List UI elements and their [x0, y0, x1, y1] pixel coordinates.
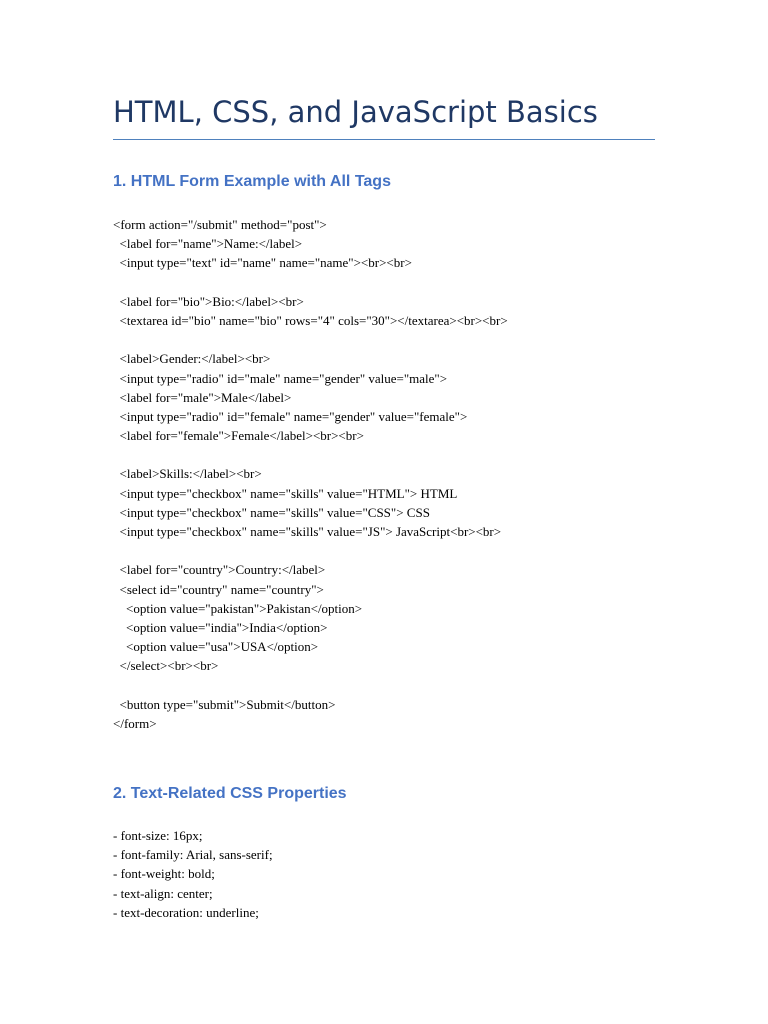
code-line: <input type="radio" id="female" name="gender" value="female">: [113, 408, 468, 424]
section-heading-html-form: 1. HTML Form Example with All Tags: [113, 173, 391, 190]
code-line: </form>: [113, 715, 157, 731]
section-heading-css-properties: 2. Text-Related CSS Properties: [113, 785, 347, 802]
code-line: [113, 541, 508, 560]
code-line: [113, 445, 508, 464]
document-title: HTML, CSS, and JavaScript Basics: [113, 95, 598, 129]
code-line: <option value="india">India</option>: [113, 619, 328, 635]
css-property-item: - text-decoration: underline;: [113, 904, 259, 920]
code-line: <option value="usa">USA</option>: [113, 639, 319, 655]
code-line: <button type="submit">Submit</button>: [113, 696, 336, 712]
code-line: [113, 676, 508, 695]
css-property-item: - font-weight: bold;: [113, 866, 215, 882]
css-property-item: - text-align: center;: [113, 885, 213, 901]
code-line: [113, 330, 508, 349]
code-line: <option value="pakistan">Pakistan</option>: [113, 600, 363, 616]
code-line: <label>Skills:</label><br>: [113, 466, 262, 482]
code-line: <input type="checkbox" name="skills" value="HTML"> HTML: [113, 485, 458, 501]
html-form-code-block: [113, 215, 508, 733]
code-line: <label for="bio">Bio:</label><br>: [113, 293, 304, 309]
code-line: <textarea id="bio" name="bio" rows="4" cols="30"></textarea><br><br>: [113, 312, 508, 328]
code-line: <form action="/submit" method="post">: [113, 217, 327, 232]
css-properties-list: [113, 826, 273, 922]
code-line: <input type="text" id="name" name="name"><br><br>: [113, 255, 412, 271]
code-line: <input type="radio" id="male" name="gender" value="male">: [113, 370, 448, 386]
code-line: <input type="checkbox" name="skills" value="CSS"> CSS: [113, 504, 430, 520]
code-line: <label for="country">Country:</label>: [113, 562, 326, 578]
code-line: <label for="male">Male</label>: [113, 389, 292, 405]
code-line: </select><br><br>: [113, 658, 219, 674]
code-line: <label for="female">Female</label><br><br>: [113, 428, 364, 444]
code-line: <input type="checkbox" name="skills" value="JS"> JavaScript<br><br>: [113, 524, 502, 539]
title-divider: [113, 139, 655, 140]
code-line: <label>Gender:</label><br>: [113, 351, 271, 367]
css-property-item: - font-family: Arial, sans-serif;: [113, 847, 273, 863]
code-line: <label for="name">Name:</label>: [113, 236, 303, 252]
css-property-item: - font-size: 16px;: [113, 828, 203, 843]
code-line: [113, 273, 508, 292]
code-line: <select id="country" name="country">: [113, 581, 324, 597]
